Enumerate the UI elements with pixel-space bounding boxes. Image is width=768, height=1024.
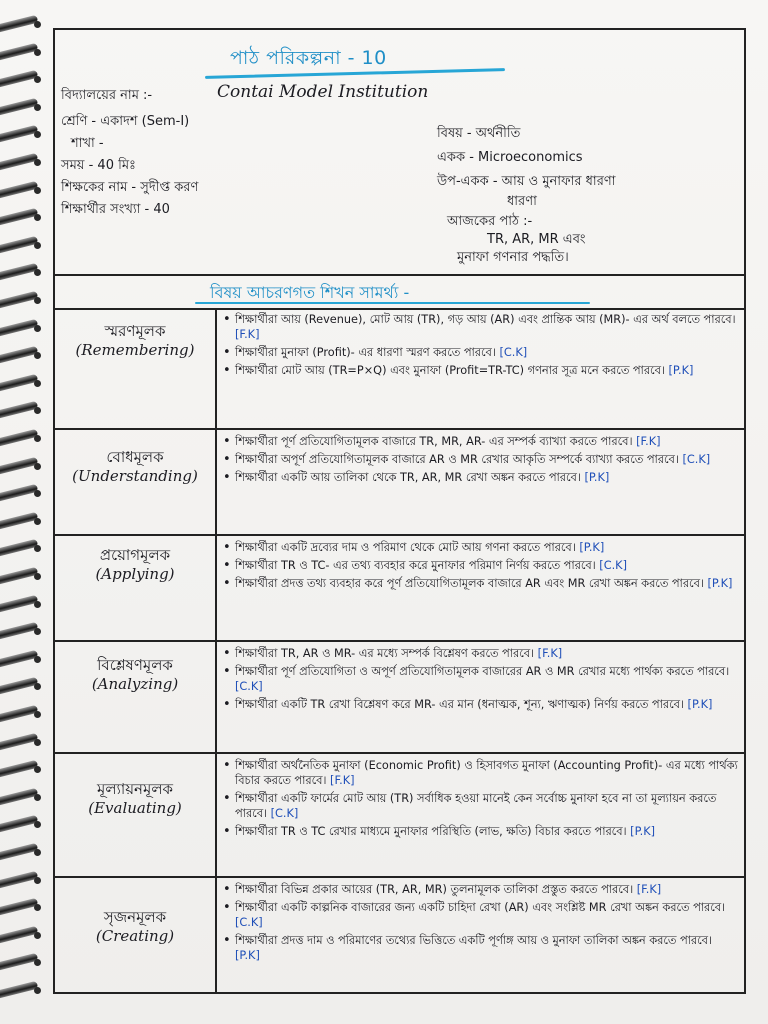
knowledge-type-tag: [P.K] bbox=[235, 949, 260, 962]
objective-item bbox=[223, 345, 738, 360]
domain-name-bengali: বিশ্লেষণমূলক bbox=[97, 656, 173, 674]
objective-text: শিক্ষার্থীরা অপূর্ণ প্রতিযোগিতামূলক বাজারে AR ও MR রেখার আকৃতি সম্পর্কে ব্যাখ্যা করতে পারবে। bbox=[235, 453, 679, 466]
spiral-coil bbox=[0, 128, 40, 142]
objective-item bbox=[223, 882, 738, 897]
lesson-topic-2: মুনাফা গণনার পদ্ধতি। bbox=[457, 250, 569, 265]
knowledge-type-tag: [F.K] bbox=[636, 883, 662, 896]
spiral-coil bbox=[0, 680, 40, 694]
students-field: শিক্ষার্থীর সংখ্যা - 40 bbox=[61, 202, 170, 217]
spiral-coil bbox=[0, 984, 40, 998]
objective-item bbox=[223, 434, 738, 449]
knowledge-type-tag: [C.K] bbox=[682, 453, 711, 466]
knowledge-type-tag: [P.K] bbox=[584, 471, 610, 484]
objective-text: শিক্ষার্থীরা বিভিন্ন প্রকার আয়ের (TR, AR, MR) তুলনামূলক তালিকা প্রস্তুত করতে পারবে। bbox=[235, 883, 634, 896]
objective-text: শিক্ষার্থীরা মুনাফা (Profit)- এর ধারণা স্মরণ করতে পারবে। bbox=[235, 346, 496, 359]
spiral-coil bbox=[0, 73, 40, 87]
knowledge-type-tag: [P.K] bbox=[687, 698, 713, 711]
spiral-coil bbox=[0, 239, 40, 253]
unit-field: একক - Microeconomics bbox=[437, 150, 583, 165]
lesson-plan-header bbox=[55, 30, 744, 276]
subject-field: বিষয় - অর্থনীতি bbox=[437, 126, 521, 141]
objective-domain-label bbox=[59, 656, 211, 694]
teacher-field: শিক্ষকের নাম - সুদীপ্ত করণ bbox=[61, 180, 199, 195]
objective-item bbox=[223, 312, 738, 342]
knowledge-type-tag: [P.K] bbox=[630, 825, 656, 838]
objective-item bbox=[223, 900, 738, 930]
knowledge-type-tag: [F.K] bbox=[537, 647, 563, 660]
knowledge-type-tag: [F.K] bbox=[235, 328, 260, 341]
domain-name-bengali: মূল্যায়নমূলক bbox=[97, 780, 173, 798]
objective-domain-label bbox=[59, 448, 211, 486]
objective-text: শিক্ষার্থীরা TR ও TC- এর তথ্য ব্যবহার করে মুনাফার পরিমাণ নির্ণয় করতে পারবে। bbox=[235, 559, 596, 572]
objective-item bbox=[223, 558, 738, 573]
spiral-coil bbox=[0, 625, 40, 639]
objective-list bbox=[223, 646, 738, 715]
objective-text: শিক্ষার্থীরা পূর্ণ প্রতিযোগিতা ও অপূর্ণ প্রতিযোগিতামূলক বাজারের AR ও MR রেখার মধ্যে পার্থক্য করতে পারবে। bbox=[235, 665, 730, 678]
spiral-coil bbox=[0, 708, 40, 722]
objective-item bbox=[223, 646, 738, 661]
spiral-coil bbox=[0, 598, 40, 612]
objective-item bbox=[223, 697, 738, 712]
spiral-coil bbox=[0, 460, 40, 474]
spiral-coil bbox=[0, 156, 40, 170]
domain-name-bengali: বোধমূলক bbox=[106, 448, 164, 466]
objective-list bbox=[223, 758, 738, 842]
objective-list bbox=[223, 540, 738, 594]
knowledge-type-tag: [F.K] bbox=[330, 774, 355, 787]
spiral-coil bbox=[0, 956, 40, 970]
domain-name-english: (Remembering) bbox=[75, 341, 195, 359]
objective-item bbox=[223, 933, 738, 963]
domain-name-english: (Evaluating) bbox=[88, 799, 182, 817]
page-title: পাঠ পরিকল্পনা - 10 bbox=[230, 47, 387, 69]
objective-text: শিক্ষার্থীরা একটি TR রেখা বিশ্লেষণ করে MR- এর মান (ধনাত্মক, শূন্য, ঋণাত্মক) নির্ণয় করতে পারবে। bbox=[235, 698, 684, 711]
spiral-coil bbox=[0, 349, 40, 363]
objective-item bbox=[223, 470, 738, 485]
knowledge-type-tag: [P.K] bbox=[579, 541, 605, 554]
objective-text: শিক্ষার্থীরা আয় (Revenue), মোট আয় (TR), গড় আয় (AR) এবং প্রান্তিক আয় (MR)- এর অর্থ বলতে পারবে। bbox=[235, 313, 736, 326]
objective-row bbox=[55, 754, 744, 878]
objective-text: শিক্ষার্থীরা প্রদত্ত তথ্য ব্যবহার করে পূর্ণ প্রতিযোগিতামূলক বাজারে AR এবং MR রেখা অঙ্কন করতে পারবে। bbox=[235, 577, 704, 590]
spiral-coil bbox=[0, 266, 40, 280]
spiral-coil bbox=[0, 322, 40, 336]
spiral-coil bbox=[0, 570, 40, 584]
objective-text: শিক্ষার্থীরা মোট আয় (TR=P×Q) এবং মুনাফা (Profit=TR-TC) গণনার সূত্র মনে করতে পারবে। bbox=[235, 364, 665, 377]
spiral-coil bbox=[0, 542, 40, 556]
spiral-coil bbox=[0, 874, 40, 888]
domain-name-english: (Understanding) bbox=[72, 467, 198, 485]
spiral-coil bbox=[0, 377, 40, 391]
subunit-field: উপ-একক - আয় ও মুনাফার ধারণা bbox=[437, 174, 616, 189]
spiral-coil bbox=[0, 487, 40, 501]
objective-domain-label bbox=[59, 322, 211, 360]
spiral-coil bbox=[0, 736, 40, 750]
objective-row bbox=[55, 430, 744, 536]
spiral-coil bbox=[0, 432, 40, 446]
spiral-coil bbox=[0, 515, 40, 529]
objective-text: শিক্ষার্থীরা একটি ফার্মের মোট আয় (TR) সর্বাধিক হওয়া মানেই কেন সর্বোচ্চ মুনাফা হবে না তা মূল্যায়ন করতে পারবে। bbox=[235, 792, 717, 820]
spiral-coil bbox=[0, 184, 40, 198]
time-field: সময় - 40 মিঃ bbox=[61, 158, 136, 173]
spiral-binding bbox=[0, 0, 48, 1024]
spiral-coil bbox=[0, 791, 40, 805]
objective-row bbox=[55, 308, 744, 430]
lesson-topic-1: TR, AR, MR এবং bbox=[487, 232, 586, 247]
objective-domain-label bbox=[59, 546, 211, 584]
knowledge-type-tag: [P.K] bbox=[668, 364, 694, 377]
knowledge-type-tag: [C.K] bbox=[599, 559, 627, 572]
domain-name-bengali: স্মরণমূলক bbox=[104, 322, 166, 340]
spiral-coil bbox=[0, 763, 40, 777]
knowledge-type-tag: [C.K] bbox=[235, 680, 263, 693]
objective-text: শিক্ষার্থীরা TR ও TC রেখার মাধ্যমে মুনাফার পরিস্থিতি (লাভ, ক্ষতি) বিচার করতে পারবে। bbox=[235, 825, 627, 838]
objectives-heading-underline bbox=[195, 302, 590, 304]
school-name: Contai Model Institution bbox=[217, 82, 429, 102]
school-label: বিদ্যালয়ের নাম :- bbox=[61, 88, 153, 103]
subunit-field-cont: ধারণা bbox=[507, 194, 537, 209]
objective-item bbox=[223, 576, 738, 591]
objective-domain-label bbox=[59, 780, 211, 818]
objective-list bbox=[223, 434, 738, 488]
spiral-coil bbox=[0, 294, 40, 308]
spiral-coil bbox=[0, 929, 40, 943]
domain-name-english: (Analyzing) bbox=[91, 675, 179, 693]
lesson-plan-sheet bbox=[53, 28, 746, 994]
section-field: শাখা - bbox=[71, 136, 104, 151]
domain-name-english: (Applying) bbox=[95, 565, 175, 583]
knowledge-type-tag: [C.K] bbox=[270, 807, 299, 820]
objective-list bbox=[223, 882, 738, 966]
objective-item bbox=[223, 452, 738, 467]
objective-row bbox=[55, 642, 744, 754]
objectives-heading: বিষয় আচরণগত শিখন সামর্থ্য - bbox=[210, 283, 410, 302]
objective-text: শিক্ষার্থীরা পূর্ণ প্রতিযোগিতামূলক বাজারে TR, MR, AR- এর সম্পর্ক ব্যাখ্যা করতে পারবে। bbox=[235, 435, 633, 448]
objective-row bbox=[55, 878, 744, 990]
spiral-coil bbox=[0, 818, 40, 832]
objective-item bbox=[223, 363, 738, 378]
objective-text: শিক্ষার্থীরা প্রদত্ত দাম ও পরিমাণের তথ্যের ভিত্তিতে একটি পূর্ণাঙ্গ আয় ও মুনাফা তালিকা অঙ্কন করতে পারবে। bbox=[235, 934, 712, 947]
objectives-heading-bar bbox=[55, 274, 744, 310]
objective-text: শিক্ষার্থীরা অর্থনৈতিক মুনাফা (Economic Profit) ও হিসাবগত মুনাফা (Accounting Profit)- এর মধ্যে পার্থক্য বিচার করতে পারবে। bbox=[235, 759, 738, 787]
knowledge-type-tag: [P.K] bbox=[707, 577, 733, 590]
objective-item bbox=[223, 824, 738, 839]
objective-item bbox=[223, 758, 738, 788]
objective-item bbox=[223, 791, 738, 821]
objective-text: শিক্ষার্থীরা TR, AR ও MR- এর মধ্যে সম্পর্ক বিশ্লেষণ করতে পারবে। bbox=[235, 647, 535, 660]
class-field: শ্রেণি - একাদশ (Sem-I) bbox=[61, 114, 190, 129]
domain-name-bengali: প্রয়োগমূলক bbox=[99, 546, 171, 564]
objective-text: শিক্ষার্থীরা একটি আয় তালিকা থেকে TR, AR, MR রেখা অঙ্কন করতে পারবে। bbox=[235, 471, 581, 484]
spiral-coil bbox=[0, 46, 40, 60]
objective-list bbox=[223, 312, 738, 381]
spiral-coil bbox=[0, 404, 40, 418]
spiral-coil bbox=[0, 101, 40, 115]
spiral-coil bbox=[0, 901, 40, 915]
objective-item bbox=[223, 540, 738, 555]
spiral-coil bbox=[0, 18, 40, 32]
objective-domain-label bbox=[59, 908, 211, 946]
spiral-coil bbox=[0, 846, 40, 860]
lesson-label: আজকের পাঠ :- bbox=[447, 214, 533, 229]
objective-item bbox=[223, 664, 738, 694]
knowledge-type-tag: [C.K] bbox=[235, 916, 263, 929]
knowledge-type-tag: [C.K] bbox=[499, 346, 528, 359]
objective-text: শিক্ষার্থীরা একটি দ্রব্যের দাম ও পরিমাণ থেকে মোট আয় গণনা করতে পারবে। bbox=[235, 541, 576, 554]
domain-name-english: (Creating) bbox=[95, 927, 175, 945]
knowledge-type-tag: [F.K] bbox=[636, 435, 661, 448]
spiral-coil bbox=[0, 653, 40, 667]
objective-row bbox=[55, 536, 744, 642]
spiral-coil bbox=[0, 211, 40, 225]
domain-name-bengali: সৃজনমূলক bbox=[103, 908, 167, 926]
objective-text: শিক্ষার্থীরা একটি কাল্পনিক বাজারের জন্য একটি চাহিদা রেখা (AR) এবং সংশ্লিষ্ট MR রেখা অঙ্কন করতে পারবে। bbox=[235, 901, 726, 914]
